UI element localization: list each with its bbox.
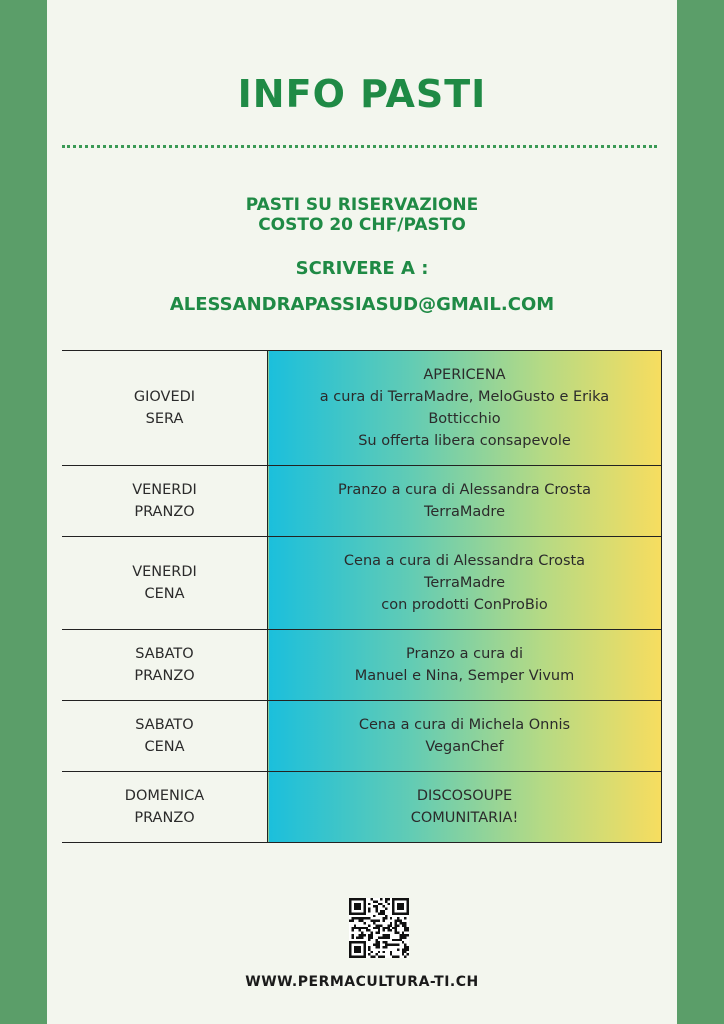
meal-description-cell: DISCOSOUPE COMUNITARIA! [268,772,662,843]
price-note: COSTO 20 CHF/PASTO [258,215,466,235]
meal-description-cell: Cena a cura di Alessandra Crosta TerraMadre con prodotti ConProBio [268,537,662,630]
meal-description-cell: APERICENA a cura di TerraMadre, MeloGusto e Erika Botticchio Su offerta libera consapevole [268,351,662,466]
day-cell: DOMENICA PRANZO [62,772,268,843]
table-row [62,772,662,843]
contact-label: SCRIVERE A : [295,258,429,279]
page-title: INFO PASTI [237,72,487,116]
day-cell: SABATO CENA [62,701,268,772]
day-cell: SABATO PRANZO [62,630,268,701]
dotted-divider [62,145,657,148]
website-link[interactable]: WWW.PERMACULTURA-TI.CH [245,974,479,990]
qr-code-icon[interactable] [349,898,409,958]
day-cell: GIOVEDI SERA [62,351,268,466]
contact-email[interactable]: ALESSANDRAPASSIASUD@GMAIL.COM [169,294,555,315]
meal-description-cell: Pranzo a cura di Manuel e Nina, Semper Vivum [268,630,662,701]
table-row [62,701,662,772]
meal-description-cell: Cena a cura di Michela Onnis VeganChef [268,701,662,772]
day-cell: VENERDI PRANZO [62,466,268,537]
table-row [62,537,662,630]
meals-table [62,350,662,843]
reservation-note: PASTI SU RISERVAZIONE [245,195,479,215]
table-row [62,630,662,701]
table-row [62,351,662,466]
day-cell: VENERDI CENA [62,537,268,630]
meal-description-cell: Pranzo a cura di Alessandra Crosta TerraMadre [268,466,662,537]
table-row [62,466,662,537]
flyer-page [47,0,677,1024]
